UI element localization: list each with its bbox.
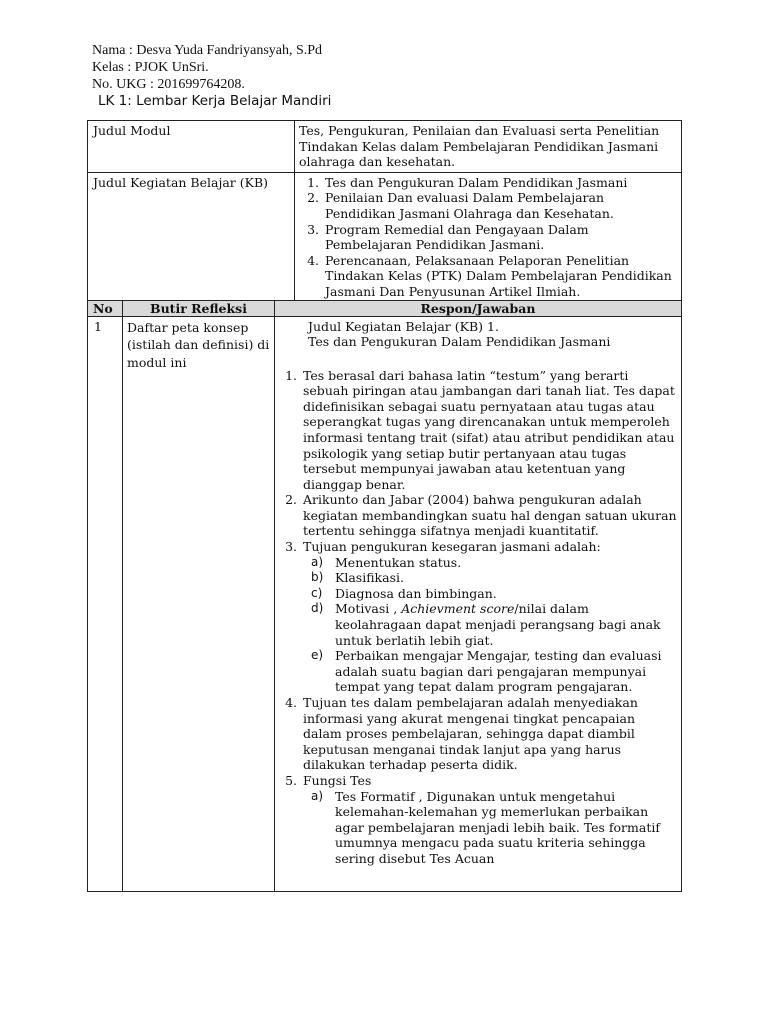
- sub-list: [303, 555, 677, 695]
- list-item-text: Tes berasal dari bahasa latin “testum” yang berarti sebuah piringan atau jambangan dari tanah liat. Tes dapat didefinisikan sebagai suatu pernyataan atau tugas atau seperangkat tugas yang direncanakan untuk memperoleh informasi tentang trait (sifat) atau atribut pendidikan atau psikologik yang setiap butir pertanyaan atau tugas tersebut mempunyai jawaban atau ketentuan yang dianggap benar.: [303, 367, 675, 492]
- sub-list-item: [311, 648, 677, 695]
- col-no-header: No: [88, 300, 123, 316]
- sub-list-marker: d): [311, 601, 324, 616]
- list-item-text: Tujuan pengukuran kesegaran jasmani adalah:: [303, 539, 601, 555]
- header-kelas: Kelas : PJOK UnSri.: [92, 60, 209, 75]
- list-item-text: Fungsi Tes: [303, 772, 372, 788]
- judul-modul-value: Tes, Pengukuran, Penilaian dan Evaluasi serta Penelitian Tindakan Kelas dalam Pembelajaran Pendidikan Jasmani olahraga dan kesehatan.: [295, 121, 682, 173]
- sub-list-marker: a): [311, 788, 324, 803]
- kb-title-line1: Judul Kegiatan Belajar (KB) 1.: [308, 318, 499, 334]
- sub-list-item: [311, 554, 677, 571]
- list-item: [301, 492, 677, 539]
- sub-list-marker: b): [311, 570, 324, 585]
- col-respon-header: Respon/Jawaban: [275, 300, 682, 316]
- sub-list-marker: e): [311, 648, 324, 663]
- kb-title-line2: Tes dan Pengukuran Dalam Pendidikan Jasmani: [308, 334, 611, 350]
- column-header-row: [88, 300, 682, 316]
- sub-list-marker: c): [311, 585, 323, 600]
- list-item-text: Arikunto dan Jabar (2004) bahwa pengukuran adalah kegiatan membandingkan suatu hal dengan satuan ukuran tertentu sehingga sifatnya menjadi kuantitatif.: [303, 492, 677, 539]
- row-number: 1: [88, 316, 123, 891]
- judul-kb-label: Judul Kegiatan Belajar (KB): [88, 172, 295, 300]
- sub-list-text: Menentukan status.: [335, 554, 462, 570]
- list-item: [301, 695, 677, 773]
- lk-title: LK 1: Lembar Kerja Belajar Mandiri: [98, 93, 332, 109]
- sub-list-text: Diagnosa dan bimbingan.: [335, 585, 497, 601]
- header-ukg: No. UKG : 201699764208.: [92, 77, 245, 92]
- sub-list-item: [311, 585, 677, 602]
- judul-kb-item: 2. Penilaian Dan evaluasi Dalam Pembelajaran Pendidikan Jasmani Olahraga dan Kesehatan.: [323, 190, 677, 221]
- sub-list-text: Tes Formatif , Digunakan untuk mengetahui kelemahan-kelemahan yg memerlukan perbaikan agar pembelajaran menjadi lebih baik. Tes formatif umumnya mengacu pada suatu kriteria sehingga sering disebut Tes Acuan: [335, 788, 660, 866]
- respon-cell: [275, 316, 682, 891]
- judul-kb-item: 4. Perencanaan, Pelaksanaan Pelaporan Penelitian Tindakan Kelas (PTK) Dalam Pembelajaran Pendidikan Jasmani Dan Penyusunan Artikel Ilmiah.: [323, 253, 677, 300]
- sub-list-text: /nilai dalam keolahragaan dapat menjadi perangsang bagi anak untuk berlatih lebih giat.: [335, 601, 661, 648]
- judul-modul-label: Judul Modul: [88, 121, 295, 173]
- judul-kb-list: [299, 175, 677, 300]
- respon-list: [279, 368, 677, 867]
- sub-list-italic-text: Achievment score: [401, 601, 515, 617]
- butir-refleksi-cell: Daftar peta konsep (istilah dan definisi) di modul ini: [123, 316, 275, 891]
- sub-list-marker: a): [311, 554, 324, 569]
- sub-list-text: Perbaikan mengajar Mengajar, testing dan evaluasi adalah suatu bagian dari pengajaran mempunyai tempat yang tepat dalam program pengajaran.: [335, 648, 662, 695]
- sub-list-item: [311, 570, 677, 586]
- list-item: [301, 539, 677, 695]
- list-item: [301, 773, 677, 867]
- judul-kb-list-cell: [295, 172, 682, 300]
- sub-list-text: Klasifikasi.: [335, 570, 404, 586]
- list-item: [301, 368, 677, 493]
- sub-list-text: Motivasi ,: [335, 601, 402, 617]
- table-row: [88, 316, 682, 891]
- judul-modul-row: [88, 121, 682, 173]
- judul-kb-row: [88, 172, 682, 300]
- sub-list-item: [311, 788, 677, 867]
- judul-kb-item: 1. Tes dan Pengukuran Dalam Pendidikan Jasmani: [323, 175, 677, 191]
- worksheet-table: [87, 120, 682, 892]
- col-butir-header: Butir Refleksi: [123, 300, 275, 316]
- header-nama: Nama : Desva Yuda Fandriyansyah, S.Pd: [92, 43, 323, 58]
- list-item-text: Tujuan tes dalam pembelajaran adalah menyediakan informasi yang akurat mengenai tingkat pencapaian dalam proses pembelajaran, sehingga dapat diambil keputusan menganai tindak lanjut apa yang harus dilakukan terhadap peserta didik.: [303, 695, 638, 773]
- sub-list-item: [311, 601, 677, 648]
- judul-kb-item: 3. Program Remedial dan Pengayaan Dalam Pembelajaran Pendidikan Jasmani.: [323, 222, 677, 253]
- sub-list: [303, 789, 677, 867]
